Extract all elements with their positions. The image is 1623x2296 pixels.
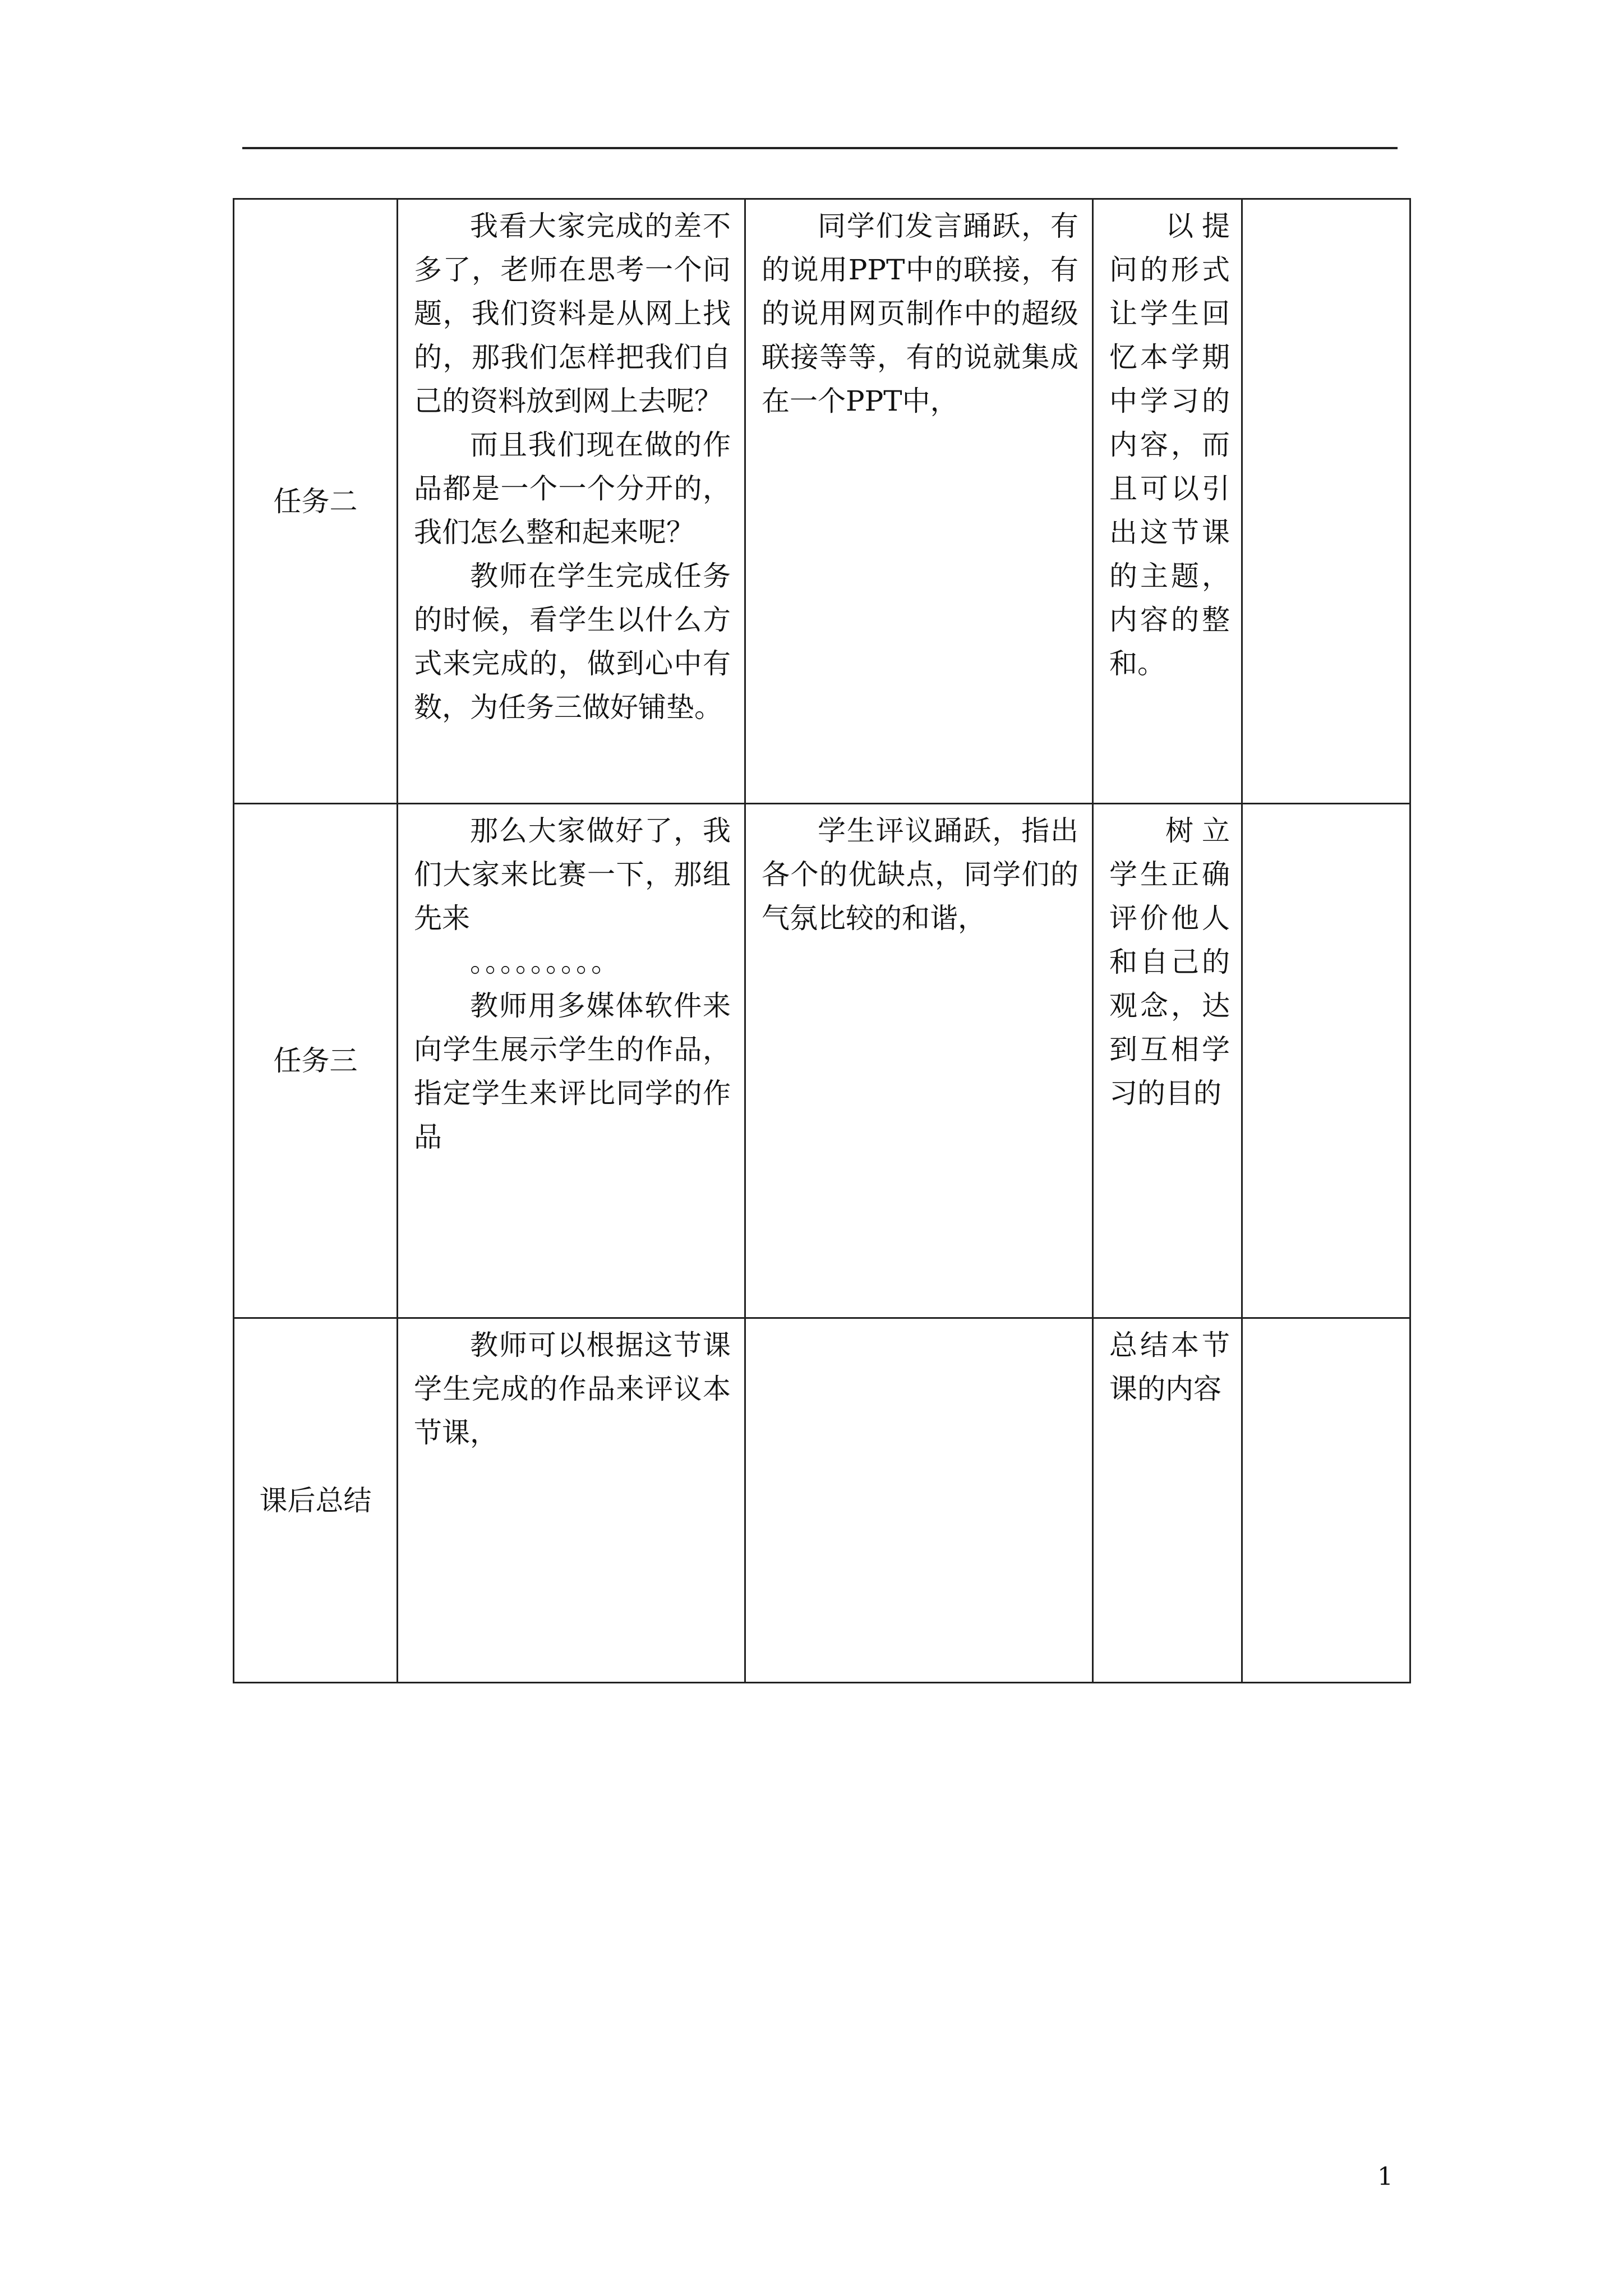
teacher-activity-paragraph: 我看大家完成的差不多了，老师在思考一个问题，我们资料是从网上找的，那我们怎样把我们自己的资料放到网上去呢？	[414, 210, 731, 417]
design-intent-cell	[1093, 199, 1242, 804]
table-row-summary	[234, 1318, 1410, 1683]
student-activity-cell	[745, 804, 1093, 1318]
notes-cell	[1242, 199, 1410, 804]
student-activity-cell	[745, 1318, 1093, 1683]
table-row-task-three	[234, 804, 1410, 1318]
teacher-activity-paragraph: 那么大家做好了，我们大家来比赛一下，那组先来	[414, 815, 731, 935]
page-number: 1	[1377, 2162, 1393, 2191]
row-label-task-three: 任务三	[234, 804, 398, 1318]
design-intent-text: 总结本节课的内容	[1109, 1329, 1230, 1405]
student-activity-text: 同学们发言踊跃，有的说用PPT中的联接，有的说用网页制作中的超级联接等等，有的说就集成在一个PPT中，	[762, 210, 1078, 417]
lesson-plan-table	[233, 198, 1411, 1683]
teacher-activity-cell	[398, 199, 745, 804]
design-intent-cell	[1093, 804, 1242, 1318]
design-intent-text: 树立学生正确评价他人和自己的观念，达到互相学习的目的	[1109, 815, 1230, 1110]
row-label-task-two: 任务二	[234, 199, 398, 804]
header-rule	[242, 147, 1398, 149]
notes-cell	[1242, 804, 1410, 1318]
row-label-summary: 课后总结	[234, 1318, 398, 1683]
student-activity-text: 学生评议踊跃，指出各个的优缺点，同学们的气氛比较的和谐，	[762, 815, 1078, 935]
teacher-activity-paragraph: 教师在学生完成任务的时候，看学生以什么方式来完成的，做到心中有数，为任务三做好铺垫。	[414, 560, 731, 724]
teacher-activity-paragraph: 教师用多媒体软件来向学生展示学生的作品，指定学生来评比同学的作品	[414, 990, 731, 1153]
student-activity-cell	[745, 199, 1093, 804]
design-intent-text: 以提问的形式让学生回忆本学期中学习的内容，而且可以引出这节课的主题，内容的整和。	[1109, 210, 1230, 680]
design-intent-cell	[1093, 1318, 1242, 1683]
notes-cell	[1242, 1318, 1410, 1683]
table-row-task-two	[234, 199, 1410, 804]
teacher-activity-cell	[398, 804, 745, 1318]
teacher-activity-cell	[398, 1318, 745, 1683]
ellipsis-line: 。。。。。。。。。	[470, 946, 620, 978]
teacher-activity-paragraph: 教师可以根据这节课学生完成的作品来评议本节课，	[414, 1329, 731, 1449]
teacher-activity-paragraph: 而且我们现在做的作品都是一个一个分开的，我们怎么整和起来呢？	[414, 429, 731, 549]
